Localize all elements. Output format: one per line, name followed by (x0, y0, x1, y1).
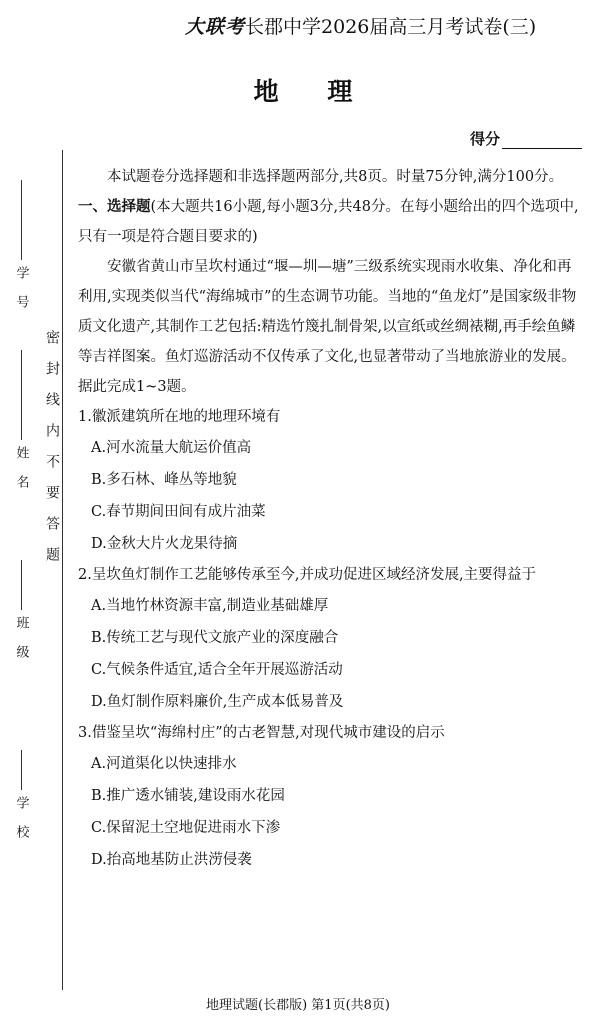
option-d: D.抬高地基防止洪涝侵袭 (91, 852, 252, 868)
option-c: C.春节期间田间有成片油菜 (91, 504, 266, 520)
name-field (8, 350, 34, 500)
question-stem: 1.徽派建筑所在地的地理环境有 (78, 409, 281, 425)
seal-line (62, 150, 63, 990)
intro-text: 本试题卷分选择题和非选择题两部分,共8页。时量75分钟,满分100分。 (107, 169, 564, 185)
class-label: 班 级 (13, 616, 29, 665)
score-blank (502, 134, 582, 149)
option-a: A.当地竹林资源丰富,制造业基础雄厚 (91, 598, 329, 614)
student-id-label: 学 号 (13, 266, 29, 315)
question-2 (78, 560, 583, 718)
passage-text: 安徽省黄山市呈坎村通过“堰—圳—塘”三级系统实现雨水收集、净化和再利用,实现类似当代“海绵城市”的生态调节功能。当地的“鱼龙灯”是国家级非物质文化遗产,其制作工艺包括:精选竹篾扎制骨架,以宣纸或丝绸裱糊,再手绘鱼鳞等吉祥图案。鱼灯巡游活动不仅传承了文化,也显著带动了当地旅游业的发展。据此完成1~3题。 (78, 259, 577, 395)
exam-content (78, 162, 583, 876)
student-id-field (8, 180, 34, 320)
option-b: B.推广透水铺装,建设雨水花园 (91, 788, 285, 804)
page-footer: 地理试题(长郡版) 第1页(共8页) (206, 998, 390, 1013)
school-label: 学 校 (13, 796, 29, 845)
option-c: C.气候条件适宜,适合全年开展巡游活动 (91, 662, 343, 678)
subject-title: 地 理 (253, 77, 373, 106)
exam-title: 长郡中学2026届高三月考试卷(三) (245, 16, 537, 38)
score-label: 得分 (470, 130, 501, 148)
section-heading (78, 192, 583, 252)
option-d: D.金秋大片火龙果待摘 (91, 536, 238, 552)
option-b: B.传统工艺与现代文旅产业的深度融合 (91, 630, 339, 646)
option-d: D.鱼灯制作原料廉价,生产成本低易普及 (91, 694, 344, 710)
score-field (470, 128, 582, 149)
section-title: 一、选择题 (78, 198, 151, 215)
school-field (8, 750, 34, 850)
name-label: 姓 名 (13, 446, 29, 495)
question-stem: 3.借鉴呈坎“海绵村庄”的古老智慧,对现代城市建设的启示 (78, 725, 445, 741)
option-b: B.多石林、峰丛等地貌 (91, 472, 237, 488)
binding-margin (0, 150, 70, 990)
option-c: C.保留泥土空地促进雨水下渗 (91, 820, 281, 836)
section-desc: (本大题共16小题,每小题3分,共48分。在每小题给出的四个选项中,只有一项是符合题目要求的) (78, 199, 579, 245)
seal-line-notice: 密封线内不要答题 (44, 330, 60, 578)
brand-logo: 大联考 (185, 16, 246, 38)
question-1 (78, 402, 583, 560)
question-3 (78, 718, 583, 876)
exam-header (185, 12, 585, 39)
option-a: A.河道渠化以快速排水 (91, 756, 237, 772)
question-stem: 2.呈坎鱼灯制作工艺能够传承至今,并成功促进区域经济发展,主要得益于 (78, 567, 537, 583)
option-a: A.河水流量大航运价值高 (91, 440, 252, 456)
class-field (8, 560, 34, 670)
